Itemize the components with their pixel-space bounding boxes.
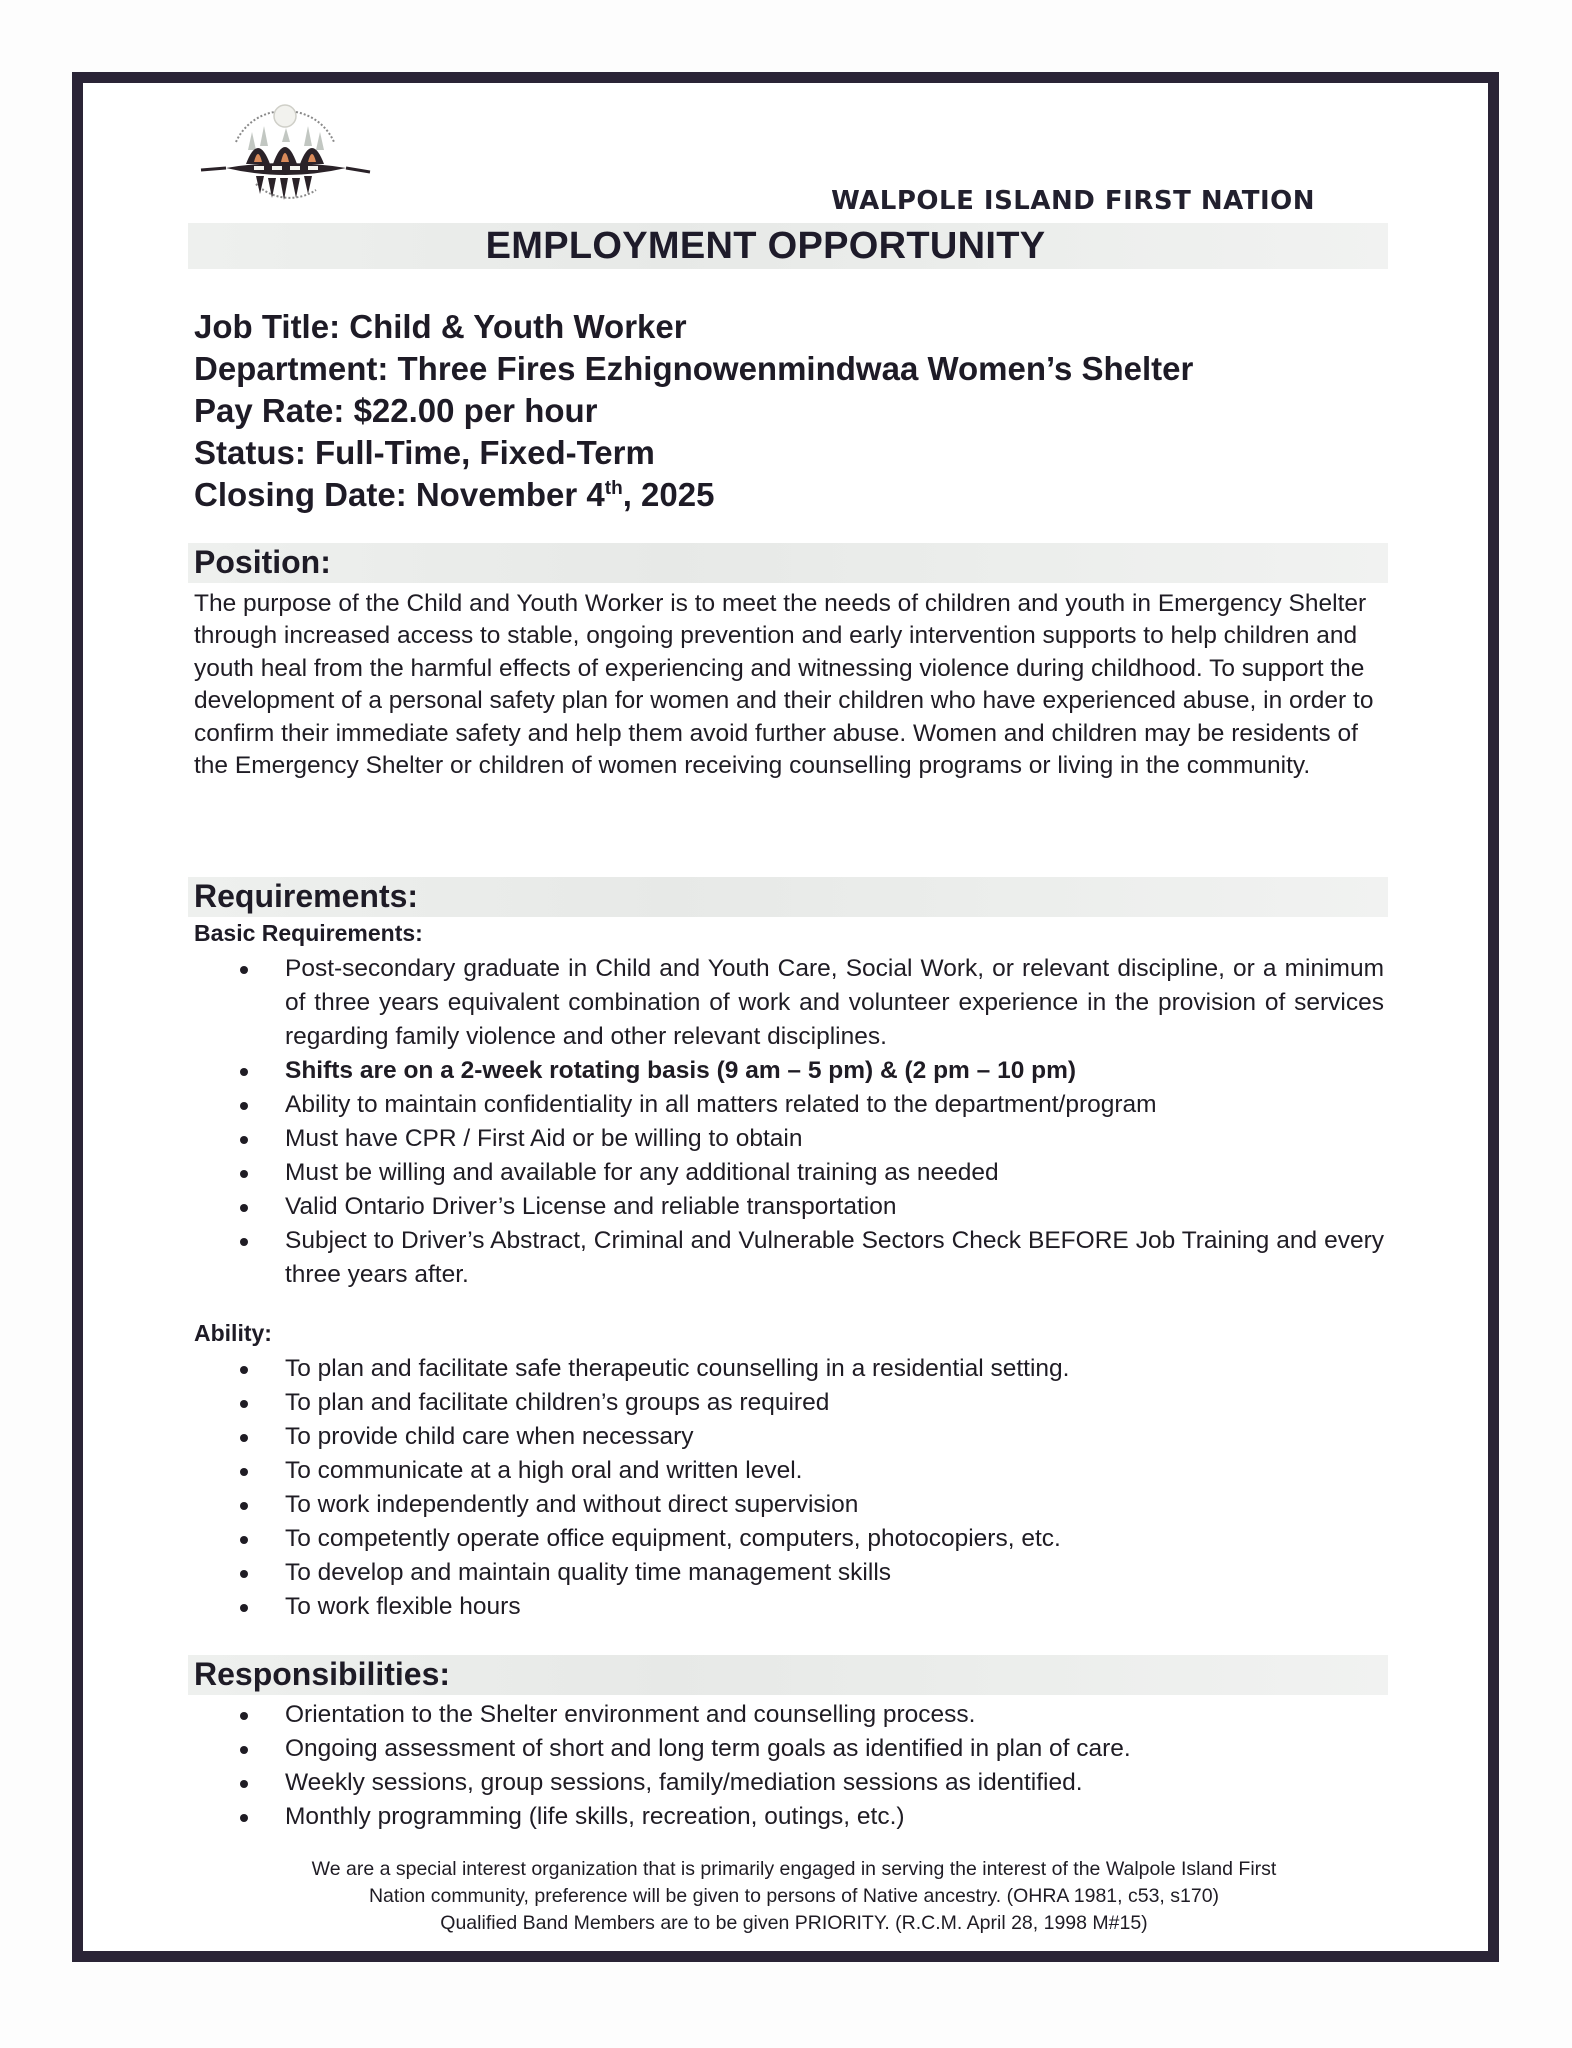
bullet-icon: [240, 1204, 248, 1212]
bullet-icon: [240, 1468, 248, 1476]
requirements-heading-band: [188, 877, 1388, 917]
list-item: Post-secondary graduate in Child and Youth Care, Social Work, or relevant discipline, or a minimum of three years equivalent combination of work and volunteer experience in the provision of services regarding family violence and other relevant disciplines.: [194, 952, 1384, 1054]
bullet-icon: [240, 1434, 248, 1442]
list-item: Ability to maintain confidentiality in all matters related to the department/program: [194, 1088, 1384, 1122]
responsibilities-list: [194, 1698, 1384, 1834]
status: Status: Full-Time, Fixed-Term: [194, 434, 655, 471]
bullet-icon: [240, 1366, 248, 1374]
walpole-island-logo-icon: [196, 102, 374, 206]
bullet-icon: [240, 1814, 248, 1822]
bullet-icon: [240, 966, 248, 974]
footer-line-2: Nation community, preference will be given to persons of Native ancestry. (OHRA 1981, c53, s170): [368, 1885, 1220, 1907]
list-item: Shifts are on a 2-week rotating basis (9 am – 5 pm) & (2 pm – 10 pm): [194, 1054, 1384, 1088]
closing-date-ordinal: th: [604, 478, 623, 499]
bullet-icon: [240, 1570, 248, 1578]
bullet-icon: [240, 1502, 248, 1510]
responsibilities-heading: Responsibilities:: [194, 1656, 451, 1692]
bullet-icon: [240, 1536, 248, 1544]
requirements-heading: Requirements:: [194, 878, 419, 914]
title-band: [188, 223, 1388, 269]
bullet-icon: [240, 1102, 248, 1110]
list-item: Ongoing assessment of short and long term goals as identified in plan of care.: [194, 1732, 1384, 1766]
closing-date-year: , 2025: [622, 476, 715, 513]
position-heading-band: [188, 543, 1388, 583]
pay-rate: Pay Rate: $22.00 per hour: [194, 392, 598, 429]
job-title: Job Title: Child & Youth Worker: [194, 308, 687, 345]
list-item: Weekly sessions, group sessions, family/mediation sessions as identified.: [194, 1766, 1384, 1800]
ability-heading: Ability:: [194, 1320, 272, 1346]
basic-requirements-heading: Basic Requirements:: [194, 920, 423, 946]
list-item: To plan and facilitate children’s groups as required: [194, 1386, 1384, 1420]
bullet-icon: [240, 1780, 248, 1788]
list-item: Subject to Driver’s Abstract, Criminal and Vulnerable Sectors Check BEFORE Job Training and every three years after.: [194, 1224, 1384, 1292]
bullet-icon: [240, 1170, 248, 1178]
footer-notice: [194, 1856, 1394, 1937]
position-description: The purpose of the Child and Youth Worker is to meet the needs of children and youth in Emergency Shelter through increased access to stable, ongoing prevention and early intervention supports to help children and youth heal from the harmful effects of experiencing and witnessing violence during childhood. To support the development of a personal safety plan for women and their children who have experienced abuse, in order to confirm their immediate safety and help them avoid further abuse. Women and children may be residents of the Emergency Shelter or children of women receiving counselling programs or living in the community.: [194, 590, 1374, 780]
list-item: Must be willing and available for any additional training as needed: [194, 1156, 1384, 1190]
list-item: Valid Ontario Driver’s License and reliable transportation: [194, 1190, 1384, 1224]
organization-name: WALPOLE ISLAND FIRST NATION: [831, 186, 1315, 216]
list-item: To work independently and without direct supervision: [194, 1488, 1384, 1522]
responsibilities-heading-band: [188, 1655, 1388, 1695]
bullet-icon: [240, 1238, 248, 1246]
list-item: Orientation to the Shelter environment and counselling process.: [194, 1698, 1384, 1732]
bullet-icon: [240, 1712, 248, 1720]
footer-line-3: Qualified Band Members are to be given PRIORITY. (R.C.M. April 28, 1998 M#15): [440, 1912, 1148, 1934]
closing-date: [194, 474, 1193, 516]
department: Department: Three Fires Ezhignowenmindwaa Women’s Shelter: [194, 350, 1194, 387]
list-item: Monthly programming (life skills, recreation, outings, etc.): [194, 1800, 1384, 1834]
bullet-icon: [240, 1068, 248, 1076]
position-heading: Position:: [194, 544, 331, 580]
job-details: [194, 306, 1193, 516]
ability-list: [194, 1352, 1384, 1624]
basic-requirements-list: [194, 952, 1384, 1292]
list-item: To competently operate office equipment, computers, photocopiers, etc.: [194, 1522, 1384, 1556]
page-title: EMPLOYMENT OPPORTUNITY: [485, 225, 1046, 267]
bullet-icon: [240, 1136, 248, 1144]
list-item: Must have CPR / First Aid or be willing to obtain: [194, 1122, 1384, 1156]
bullet-icon: [240, 1400, 248, 1408]
bullet-icon: [240, 1746, 248, 1754]
list-item: To work flexible hours: [194, 1590, 1384, 1624]
list-item: To communicate at a high oral and written level.: [194, 1454, 1384, 1488]
closing-date-text: Closing Date: November 4: [194, 476, 605, 513]
list-item: To develop and maintain quality time management skills: [194, 1556, 1384, 1590]
footer-line-1: We are a special interest organization that is primarily engaged in serving the interest of the Walpole Island First: [311, 1858, 1277, 1880]
bullet-icon: [240, 1604, 248, 1612]
list-item: To provide child care when necessary: [194, 1420, 1384, 1454]
list-item: To plan and facilitate safe therapeutic counselling in a residential setting.: [194, 1352, 1384, 1386]
